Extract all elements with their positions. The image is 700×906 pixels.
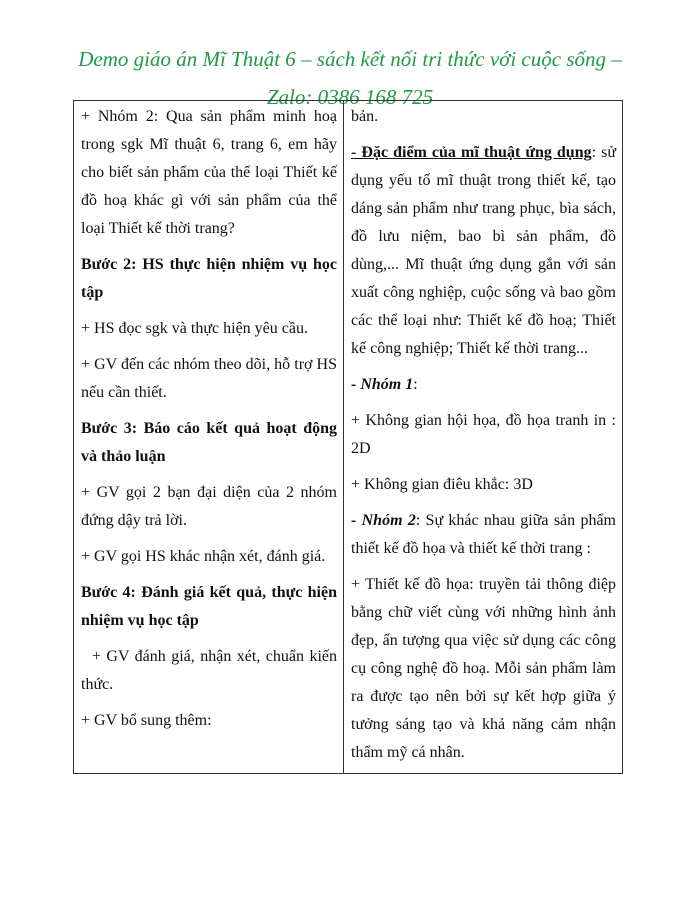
header-title-line: Demo giáo án Mĩ Thuật 6 – sách kết nối tri thức với cuộc sống – xyxy=(78,47,622,71)
step2-item-1: + HS đọc sgk và thực hiện yêu cầu. xyxy=(81,320,308,337)
teacher-activity-cell xyxy=(74,101,344,774)
step3-item-1: + GV gọi 2 bạn đại diện của 2 nhóm đứng dậy trả lời. xyxy=(81,484,337,529)
feature-paragraph xyxy=(351,139,616,363)
group1-colon: : xyxy=(413,376,418,393)
step4-item-1: + GV đánh giá, nhận xét, chuẩn kiến thức. xyxy=(81,648,342,693)
step2-item-2: + GV đến các nhóm theo dõi, hỗ trợ HS nếu cần thiết. xyxy=(81,356,337,401)
group1-label: - Nhóm 1 xyxy=(351,376,414,393)
group2-label: - Nhóm 2 xyxy=(351,512,416,529)
step4-heading: Bước 4: Đánh giá kết quả, thực hiện nhiệm vụ học tập xyxy=(81,584,337,629)
continued-text: bản. xyxy=(351,108,379,125)
feature-text: : sử dụng yếu tố mĩ thuật trong thiết kế, tạo dáng sản phẩm như trang phục, bìa sách, đồ lưu niệm, bao bì sản phẩm, đồ dùng,... Mĩ thuật ứng dụng gắn với sản xuất công nghiệp, cuộc sống và bao gồm các thể loại như: Thiết kế đồ hoạ; Thiết kế công nghiệp; Thiết kế thời trang... xyxy=(351,144,616,357)
lesson-table xyxy=(73,100,623,774)
group2-paragraph xyxy=(351,507,616,563)
step4-item-2: + GV bổ sung thêm: xyxy=(81,712,212,729)
step3-heading: Bước 3: Báo cáo kết quả hoạt động và thảo luận xyxy=(81,420,337,465)
group2-task: + Nhóm 2: Qua sản phẩm minh hoạ trong sgk Mĩ thuật 6, trang 6, em hãy cho biết sản phẩm của thể loại Thiết kế đồ hoạ khác gì với sản phẩm của thể loại Thiết kế thời trang? xyxy=(81,108,337,237)
step3-item-2: + GV gọi HS khác nhận xét, đánh giá. xyxy=(81,548,326,565)
table-row xyxy=(74,101,623,774)
expected-result-cell xyxy=(344,101,623,774)
header-contact-line: Zalo: 0386 168 725 xyxy=(266,85,434,109)
group1-item-2: + Không gian điêu khắc: 3D xyxy=(351,476,533,493)
step2-heading: Bước 2: HS thực hiện nhiệm vụ học tập xyxy=(81,256,337,301)
group1-item-1: + Không gian hội họa, đồ họa tranh in : 2D xyxy=(351,412,616,457)
graphic-design-paragraph: + Thiết kế đồ họa: truyền tải thông điệp bằng chữ viết cùng với những hình ảnh đẹp, ấn tượng qua việc sử dụng các công cụ công nghệ đồ hoạ. Mỗi sản phẩm làm ra được tạo nên bởi sự kết hợp giữa ý tưởng sáng tạo và khả năng cảm nhận thẩm mỹ cá nhân. xyxy=(351,576,616,761)
group1-heading xyxy=(351,371,616,399)
group2-text: : Sự khác nhau giữa sản phẩm thiết kế đồ họa và thiết kế thời trang : xyxy=(351,512,616,557)
feature-label: - Đặc điểm của mĩ thuật ứng dụng xyxy=(351,144,592,161)
